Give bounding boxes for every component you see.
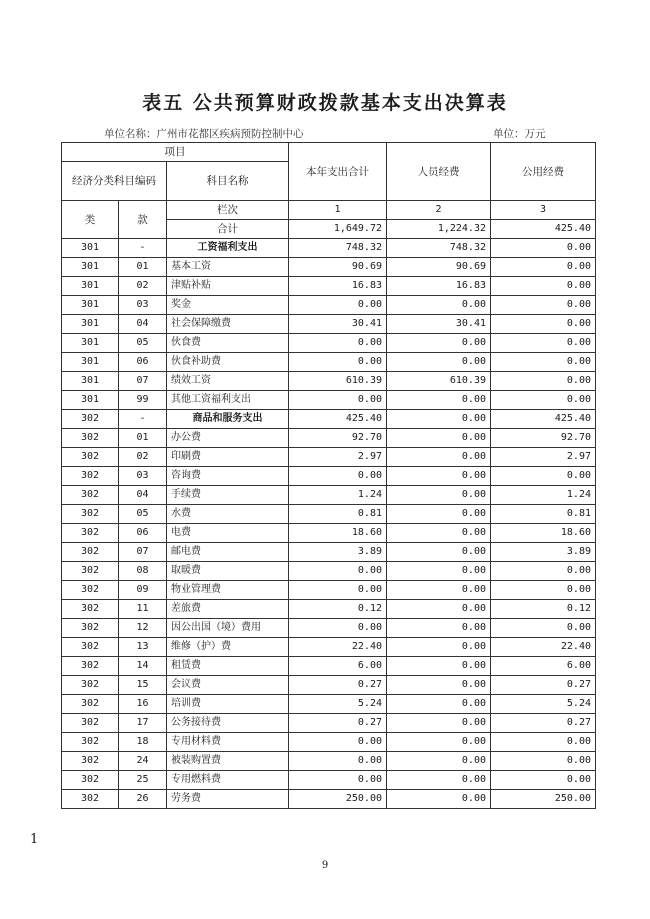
row-personnel: 0.00 xyxy=(387,429,491,448)
page-title: 表五 公共预算财政拨款基本支出决算表 xyxy=(142,92,508,114)
table-row xyxy=(62,657,596,676)
row-personnel: 0.00 xyxy=(387,581,491,600)
row-item-code: 25 xyxy=(119,771,167,790)
row-item-code: 07 xyxy=(119,372,167,391)
table-row xyxy=(62,790,596,809)
row-personnel: 0.00 xyxy=(387,334,491,353)
row-personnel: 0.00 xyxy=(387,562,491,581)
row-item-code: 03 xyxy=(119,296,167,315)
table-row xyxy=(62,239,596,258)
row-subject-name: 手续费 xyxy=(167,486,289,505)
row-class-code: 302 xyxy=(62,638,119,657)
row-total: 0.00 xyxy=(289,334,387,353)
table-row xyxy=(62,429,596,448)
row-item-code: 12 xyxy=(119,619,167,638)
row-item-code: 24 xyxy=(119,752,167,771)
row-personnel: 0.00 xyxy=(387,733,491,752)
row-personnel: 0.00 xyxy=(387,296,491,315)
table-row xyxy=(62,467,596,486)
table-row xyxy=(62,353,596,372)
sum-label: 合计 xyxy=(167,220,289,239)
row-class-code: 302 xyxy=(62,429,119,448)
row-public: 0.00 xyxy=(491,752,596,771)
row-public: 0.27 xyxy=(491,714,596,733)
row-personnel: 0.00 xyxy=(387,657,491,676)
row-class-code: 302 xyxy=(62,543,119,562)
row-subject-name: 奖金 xyxy=(167,296,289,315)
row-personnel: 0.00 xyxy=(387,638,491,657)
header-column-no: 栏次 xyxy=(167,201,289,220)
row-public: 0.00 xyxy=(491,239,596,258)
row-total: 92.70 xyxy=(289,429,387,448)
row-public: 0.00 xyxy=(491,315,596,334)
row-public: 0.00 xyxy=(491,353,596,372)
row-public: 0.00 xyxy=(491,334,596,353)
row-class-code: 301 xyxy=(62,334,119,353)
row-public: 0.00 xyxy=(491,258,596,277)
table-row xyxy=(62,296,596,315)
row-total: 250.00 xyxy=(289,790,387,809)
page-number: 9 xyxy=(321,860,329,871)
row-personnel: 0.00 xyxy=(387,486,491,505)
row-public: 2.97 xyxy=(491,448,596,467)
table-row xyxy=(62,543,596,562)
row-subject-name: 专用材料费 xyxy=(167,733,289,752)
row-public: 0.00 xyxy=(491,391,596,410)
table-row xyxy=(62,733,596,752)
row-class-code: 302 xyxy=(62,771,119,790)
row-class-code: 302 xyxy=(62,733,119,752)
row-total: 3.89 xyxy=(289,543,387,562)
row-total: 18.60 xyxy=(289,524,387,543)
row-public: 0.00 xyxy=(491,619,596,638)
row-class-code: 301 xyxy=(62,296,119,315)
row-item-code: 02 xyxy=(119,277,167,296)
row-class-code: 301 xyxy=(62,239,119,258)
row-total: 0.00 xyxy=(289,467,387,486)
table-row xyxy=(62,391,596,410)
row-subject-name: 劳务费 xyxy=(167,790,289,809)
row-item-code: 11 xyxy=(119,600,167,619)
table-row xyxy=(62,505,596,524)
unit-name: 单位名称：广州市花都区疾病预防控制中心 xyxy=(104,128,304,140)
header-col1: 1 xyxy=(289,201,387,220)
row-item-code: 18 xyxy=(119,733,167,752)
row-personnel: 0.00 xyxy=(387,505,491,524)
row-subject-name: 绩效工资 xyxy=(167,372,289,391)
table-row xyxy=(62,410,596,429)
row-public: 18.60 xyxy=(491,524,596,543)
row-total: 0.00 xyxy=(289,619,387,638)
row-subject-name: 电费 xyxy=(167,524,289,543)
row-personnel: 0.00 xyxy=(387,448,491,467)
row-subject-name: 差旅费 xyxy=(167,600,289,619)
header-econ-code: 经济分类科目编码 xyxy=(62,162,167,201)
table-row xyxy=(62,638,596,657)
table-row xyxy=(62,258,596,277)
row-subject-name: 商品和服务支出 xyxy=(167,410,289,429)
row-personnel: 0.00 xyxy=(387,600,491,619)
row-class-code: 302 xyxy=(62,486,119,505)
row-item-code: 06 xyxy=(119,353,167,372)
table-row xyxy=(62,676,596,695)
row-total: 22.40 xyxy=(289,638,387,657)
row-class-code: 302 xyxy=(62,752,119,771)
table-row xyxy=(62,448,596,467)
row-personnel: 0.00 xyxy=(387,524,491,543)
row-public: 0.00 xyxy=(491,372,596,391)
row-class-code: 302 xyxy=(62,410,119,429)
row-public: 0.12 xyxy=(491,600,596,619)
sum-public: 425.40 xyxy=(491,220,596,239)
header-subject-name: 科目名称 xyxy=(167,162,289,201)
header-col3: 3 xyxy=(491,201,596,220)
row-class-code: 302 xyxy=(62,695,119,714)
row-public: 0.00 xyxy=(491,771,596,790)
row-personnel: 0.00 xyxy=(387,752,491,771)
row-item-code: 06 xyxy=(119,524,167,543)
header-row-column-no xyxy=(62,201,596,220)
table-row xyxy=(62,486,596,505)
row-class-code: 302 xyxy=(62,714,119,733)
row-personnel: 0.00 xyxy=(387,695,491,714)
table-row xyxy=(62,695,596,714)
row-public: 6.00 xyxy=(491,657,596,676)
row-total: 30.41 xyxy=(289,315,387,334)
row-public: 0.27 xyxy=(491,676,596,695)
row-total: 2.97 xyxy=(289,448,387,467)
row-public: 0.00 xyxy=(491,277,596,296)
row-personnel: 0.00 xyxy=(387,353,491,372)
row-subject-name: 邮电费 xyxy=(167,543,289,562)
row-class-code: 302 xyxy=(62,600,119,619)
row-subject-name: 基本工资 xyxy=(167,258,289,277)
row-public: 0.00 xyxy=(491,581,596,600)
row-total: 748.32 xyxy=(289,239,387,258)
row-class-code: 302 xyxy=(62,505,119,524)
row-item-code: 15 xyxy=(119,676,167,695)
row-personnel: 0.00 xyxy=(387,676,491,695)
row-subject-name: 津贴补贴 xyxy=(167,277,289,296)
row-item-code: 01 xyxy=(119,429,167,448)
row-public: 22.40 xyxy=(491,638,596,657)
row-subject-name: 物业管理费 xyxy=(167,581,289,600)
table-row xyxy=(62,524,596,543)
margin-mark: 1 xyxy=(30,832,39,847)
row-subject-name: 培训费 xyxy=(167,695,289,714)
row-class-code: 301 xyxy=(62,277,119,296)
header-total: 本年支出合计 xyxy=(289,143,387,201)
table-row xyxy=(62,619,596,638)
row-personnel: 0.00 xyxy=(387,467,491,486)
header-personnel: 人员经费 xyxy=(387,143,491,201)
row-class-code: 301 xyxy=(62,315,119,334)
row-public: 425.40 xyxy=(491,410,596,429)
row-personnel: 0.00 xyxy=(387,619,491,638)
row-class-code: 302 xyxy=(62,467,119,486)
row-class-code: 302 xyxy=(62,581,119,600)
row-total: 0.12 xyxy=(289,600,387,619)
row-total: 0.00 xyxy=(289,353,387,372)
row-total: 0.81 xyxy=(289,505,387,524)
sum-personnel: 1,224.32 xyxy=(387,220,491,239)
row-item-code: 05 xyxy=(119,334,167,353)
row-personnel: 610.39 xyxy=(387,372,491,391)
row-class-code: 302 xyxy=(62,524,119,543)
row-personnel: 30.41 xyxy=(387,315,491,334)
row-item-code: 03 xyxy=(119,467,167,486)
row-subject-name: 其他工资福利支出 xyxy=(167,391,289,410)
row-total: 0.27 xyxy=(289,714,387,733)
row-subject-name: 办公费 xyxy=(167,429,289,448)
row-personnel: 90.69 xyxy=(387,258,491,277)
row-total: 425.40 xyxy=(289,410,387,429)
row-public: 92.70 xyxy=(491,429,596,448)
row-public: 250.00 xyxy=(491,790,596,809)
row-total: 90.69 xyxy=(289,258,387,277)
row-subject-name: 工资福利支出 xyxy=(167,239,289,258)
row-total: 5.24 xyxy=(289,695,387,714)
row-class-code: 301 xyxy=(62,353,119,372)
row-item-code: 26 xyxy=(119,790,167,809)
row-total: 0.00 xyxy=(289,562,387,581)
table-row xyxy=(62,315,596,334)
row-subject-name: 公务接待费 xyxy=(167,714,289,733)
unit-label: 单位：万元 xyxy=(493,128,546,140)
row-class-code: 302 xyxy=(62,448,119,467)
row-personnel: 0.00 xyxy=(387,771,491,790)
row-subject-name: 被装购置费 xyxy=(167,752,289,771)
row-class-code: 302 xyxy=(62,562,119,581)
row-personnel: 16.83 xyxy=(387,277,491,296)
row-item-code: 05 xyxy=(119,505,167,524)
row-public: 0.00 xyxy=(491,296,596,315)
row-subject-name: 维修（护）费 xyxy=(167,638,289,657)
row-item-code: 14 xyxy=(119,657,167,676)
row-item-code: 13 xyxy=(119,638,167,657)
row-item-code: 04 xyxy=(119,486,167,505)
row-public: 5.24 xyxy=(491,695,596,714)
row-class-code: 302 xyxy=(62,657,119,676)
row-item-code: 99 xyxy=(119,391,167,410)
row-subject-name: 伙食补助费 xyxy=(167,353,289,372)
table-row xyxy=(62,714,596,733)
row-total: 16.83 xyxy=(289,277,387,296)
row-total: 6.00 xyxy=(289,657,387,676)
header-col2: 2 xyxy=(387,201,491,220)
row-personnel: 0.00 xyxy=(387,543,491,562)
table-row xyxy=(62,752,596,771)
table-row xyxy=(62,771,596,790)
row-personnel: 0.00 xyxy=(387,790,491,809)
row-class-code: 301 xyxy=(62,372,119,391)
row-subject-name: 专用燃料费 xyxy=(167,771,289,790)
row-item-code: 09 xyxy=(119,581,167,600)
row-class-code: 302 xyxy=(62,676,119,695)
row-item-code: 04 xyxy=(119,315,167,334)
row-class-code: 302 xyxy=(62,790,119,809)
row-personnel: 0.00 xyxy=(387,391,491,410)
row-class-code: 301 xyxy=(62,391,119,410)
row-personnel: 0.00 xyxy=(387,410,491,429)
row-total: 0.00 xyxy=(289,752,387,771)
row-total: 0.00 xyxy=(289,733,387,752)
sum-total: 1,649.72 xyxy=(289,220,387,239)
table-row xyxy=(62,277,596,296)
row-item-code: 01 xyxy=(119,258,167,277)
row-subject-name: 印刷费 xyxy=(167,448,289,467)
row-total: 0.00 xyxy=(289,581,387,600)
row-personnel: 748.32 xyxy=(387,239,491,258)
header-class: 类 xyxy=(62,201,119,239)
header-row-project xyxy=(62,143,596,162)
row-public: 0.81 xyxy=(491,505,596,524)
row-item-code: - xyxy=(119,410,167,429)
table-row xyxy=(62,562,596,581)
row-public: 0.00 xyxy=(491,562,596,581)
row-subject-name: 因公出国（境）费用 xyxy=(167,619,289,638)
header-project: 项目 xyxy=(62,143,289,162)
table-row xyxy=(62,600,596,619)
row-item-code: 02 xyxy=(119,448,167,467)
header-public: 公用经费 xyxy=(491,143,596,201)
row-public: 1.24 xyxy=(491,486,596,505)
row-personnel: 0.00 xyxy=(387,714,491,733)
row-item-code: 17 xyxy=(119,714,167,733)
row-public: 3.89 xyxy=(491,543,596,562)
expenditure-table xyxy=(61,142,596,809)
row-class-code: 301 xyxy=(62,258,119,277)
row-total: 610.39 xyxy=(289,372,387,391)
row-subject-name: 会议费 xyxy=(167,676,289,695)
row-total: 1.24 xyxy=(289,486,387,505)
row-total: 0.27 xyxy=(289,676,387,695)
row-total: 0.00 xyxy=(289,391,387,410)
row-item-code: 16 xyxy=(119,695,167,714)
table-row xyxy=(62,372,596,391)
row-item-code: - xyxy=(119,239,167,258)
table-row xyxy=(62,334,596,353)
row-item-code: 08 xyxy=(119,562,167,581)
row-total: 0.00 xyxy=(289,771,387,790)
row-subject-name: 伙食费 xyxy=(167,334,289,353)
row-subject-name: 租赁费 xyxy=(167,657,289,676)
row-item-code: 07 xyxy=(119,543,167,562)
row-class-code: 302 xyxy=(62,619,119,638)
row-subject-name: 社会保障缴费 xyxy=(167,315,289,334)
row-subject-name: 取暖费 xyxy=(167,562,289,581)
row-subject-name: 咨询费 xyxy=(167,467,289,486)
table-row xyxy=(62,581,596,600)
row-public: 0.00 xyxy=(491,467,596,486)
header-item: 款 xyxy=(119,201,167,239)
row-total: 0.00 xyxy=(289,296,387,315)
row-subject-name: 水费 xyxy=(167,505,289,524)
row-public: 0.00 xyxy=(491,733,596,752)
